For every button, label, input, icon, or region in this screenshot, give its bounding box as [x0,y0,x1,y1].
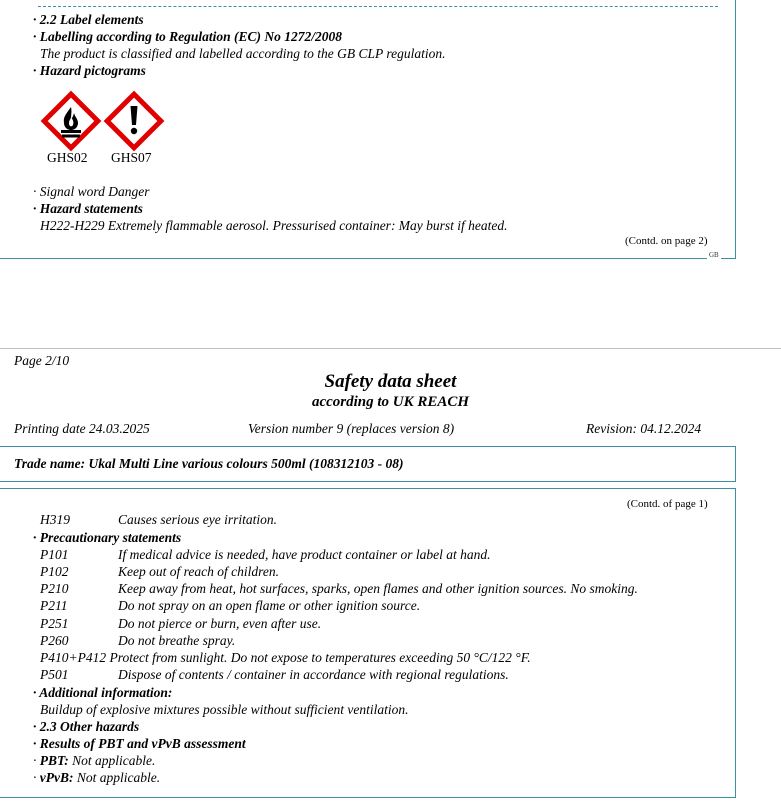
hazard-statements-heading: · Hazard statements [33,201,143,216]
country-code: GB [709,251,719,259]
p210-code: P210 [40,581,69,596]
printing-date: Printing date 24.03.2025 [14,421,150,436]
contd-on-page: (Contd. on page 2) [625,235,708,247]
p501-code: P501 [40,667,69,682]
h319-text: Causes serious eye irritation. [118,512,277,527]
p260-code: P260 [40,633,69,648]
revision-date: Revision: 04.12.2024 [586,421,702,436]
signal-word: · Signal word Danger [33,184,150,199]
additional-information-heading: · Additional information: [33,685,173,700]
p210-text: Keep away from heat, hot surfaces, sparks, open flames and other ignition sources. No smoking. [118,581,638,596]
p102-code: P102 [40,564,69,579]
labelling-text: The product is classified and labelled according to the GB CLP regulation. [40,46,446,61]
p101-code: P101 [40,547,69,562]
pbt-line: · PBT: Not applicable. [33,753,156,768]
p102-text: Keep out of reach of children. [118,564,279,579]
p101-text: If medical advice is needed, have product container or label at hand. [118,547,491,562]
pbt-assessment-heading: · Results of PBT and vPvB assessment [33,736,246,751]
vpvb-line: · vPvB: Not applicable. [33,770,161,785]
contd-of-page: (Contd. of page 1) [627,498,708,510]
section-divider [38,6,718,7]
p501-text: Dispose of contents / container in accordance with regional regulations. [118,667,509,682]
p260-text: Do not breathe spray. [118,633,236,648]
section-2-3-heading: · 2.3 Other hazards [33,719,140,734]
ghs02-label: GHS02 [47,150,88,165]
additional-information-text: Buildup of explosive mixtures possible without sufficient ventilation. [40,702,409,717]
h319-code: H319 [40,512,70,527]
version-number: Version number 9 (replaces version 8) [248,421,455,436]
p251-text: Do not pierce or burn, even after use. [118,616,322,631]
precautionary-heading: · Precautionary statements [33,530,182,545]
document-subtitle: according to UK REACH [311,394,470,410]
page-break-line [0,348,781,349]
p211-text: Do not spray on an open flame or other ignition source. [118,598,421,613]
labelling-heading: · Labelling according to Regulation (EC) No 1272/2008 [33,29,343,44]
p251-code: P251 [40,616,69,631]
trade-name: Trade name: Ukal Multi Line various colours 500ml (108312103 - 08) [14,456,404,471]
hazard-statement: H222-H229 Extremely flammable aerosol. Pressurised container: May burst if heated. [40,218,508,233]
document-title: Safety data sheet [324,371,457,392]
ghs07-label: GHS07 [111,150,152,165]
flame-icon [40,90,102,152]
p211-code: P211 [40,598,68,613]
exclamation-icon [103,90,165,152]
hazard-pictograms-heading: · Hazard pictograms [33,63,146,78]
p410-p412-statement: P410+P412 Protect from sunlight. Do not expose to temperatures exceeding 50 °C/122 °F. [40,650,531,665]
page-number: Page 2/10 [14,353,70,368]
section-2-2-heading: · 2.2 Label elements [33,12,144,27]
